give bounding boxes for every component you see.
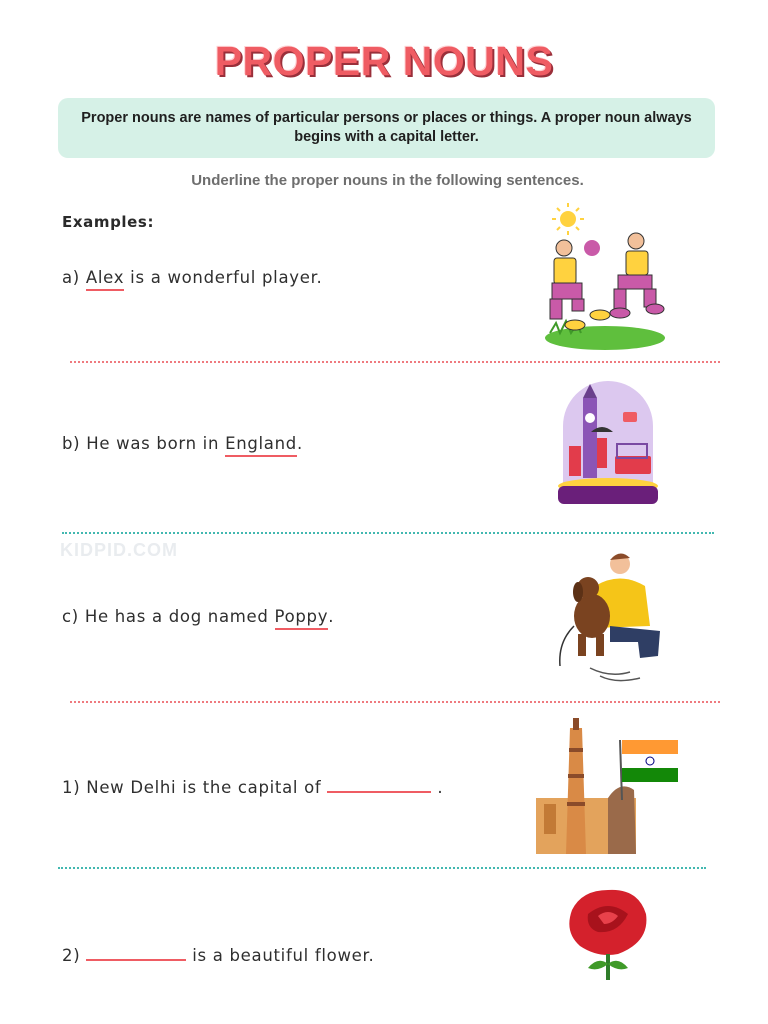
sentence-a [62, 268, 323, 291]
question-1-blank[interactable] [327, 777, 431, 793]
page-title: PROPER NOUNS [214, 38, 554, 84]
sentence-b [62, 434, 303, 457]
question-1-prefix: 1) New Delhi is the capital of [62, 778, 328, 797]
question-1-rest: . [431, 778, 444, 797]
proper-noun-alex: Alex [86, 268, 124, 291]
divider-2 [62, 532, 714, 534]
kids-playing-football-illustration [540, 203, 670, 353]
question-2-blank[interactable] [86, 945, 186, 961]
proper-noun-poppy: Poppy [275, 607, 329, 630]
sentence-a-prefix: a) [62, 268, 86, 287]
question-2 [62, 945, 374, 965]
definition-text: Proper nouns are names of particular persons or places or things. A proper noun always begins with a capital letter. [81, 110, 692, 145]
london-snow-globe-illustration [553, 376, 663, 511]
question-2-rest: is a beautiful flower. [186, 946, 375, 965]
divider-1 [70, 361, 720, 363]
sentence-b-prefix: b) He was born in [62, 434, 226, 453]
instruction-text: Underline the proper nouns in the following sentences. [191, 172, 584, 189]
divider-4 [58, 867, 706, 869]
question-2-prefix: 2) [62, 946, 87, 965]
definition-box [58, 98, 715, 158]
sentence-b-rest: . [296, 434, 303, 453]
man-with-dog-illustration [550, 546, 665, 686]
question-1 [62, 777, 443, 797]
watermark: KIDPID.COM [60, 540, 178, 560]
sentence-c [62, 607, 334, 630]
proper-noun-england: England [225, 434, 297, 457]
india-flag-monument-illustration [536, 718, 681, 858]
sentence-c-prefix: c) He has a dog named [62, 607, 275, 626]
examples-label: Examples: [62, 213, 155, 231]
sentence-c-rest: . [328, 607, 335, 626]
red-rose-illustration [558, 884, 658, 980]
divider-3 [70, 701, 720, 703]
sentence-a-rest: is a wonderful player. [124, 268, 323, 287]
